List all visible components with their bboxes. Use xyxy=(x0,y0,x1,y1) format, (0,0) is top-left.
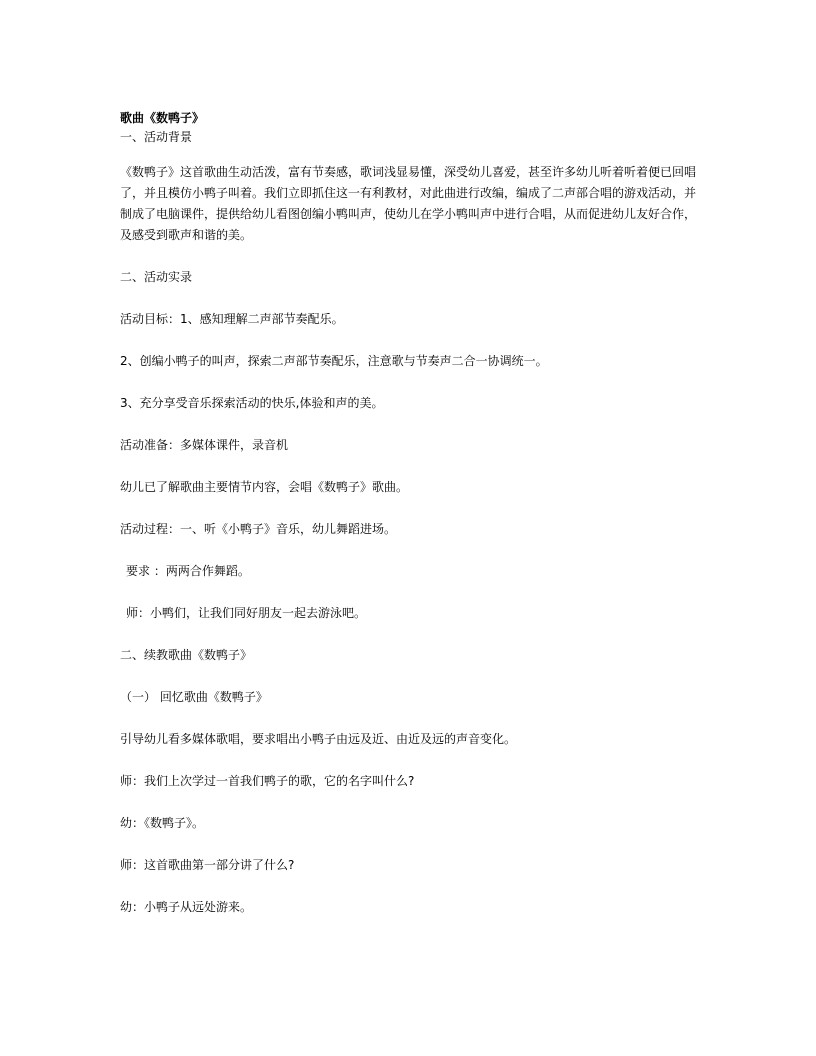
background-line: 制成了电脑课件，提供给幼儿看图创编小鸭叫声，使幼儿在学小鸭叫声中进行合唱，从而促进幼儿友好合作， xyxy=(120,207,697,221)
activity-goal-2: 2、创编小鸭子的叫声，探索二声部节奏配乐，注意歌与节奏声二合一协调统一。 xyxy=(120,354,548,368)
guide-line: 引导幼儿看多媒体歌唱，要求唱出小鸭子由远及近、由近及远的声音变化。 xyxy=(120,732,517,746)
background-paragraph xyxy=(120,162,700,246)
section-heading-background: 一、活动背景 xyxy=(120,130,193,144)
teacher-line: 师：小鸭们，让我们同好朋友一起去游泳吧。 xyxy=(126,606,367,620)
teacher-question: 师：我们上次学过一首我们鸭子的歌，它的名字叫什么? xyxy=(120,774,415,788)
activity-process: 活动过程：一、听《小鸭子》音乐，幼儿舞蹈进场。 xyxy=(120,522,397,536)
requirement-line: 要求 ：两两合作舞蹈。 xyxy=(126,564,250,578)
background-line: 了，并且模仿小鸭子叫着。我们立即抓住这一有利教材，对此曲进行改编，编成了二声部合唱的游戏活动，并 xyxy=(120,186,697,200)
subsection-heading: （一） 回忆歌曲《数鸭子》 xyxy=(120,690,268,704)
background-line: 及感受到歌声和谐的美。 xyxy=(120,228,253,242)
activity-goal-3: 3、充分享受音乐探索活动的快乐,体验和声的美。 xyxy=(120,396,384,410)
section-heading-record: 二、活动实录 xyxy=(120,270,193,284)
background-line: 《数鸭子》这首歌曲生动活泼，富有节奏感，歌词浅显易懂，深受幼儿喜爱，甚至许多幼儿听着听着便已回唱 xyxy=(120,165,697,179)
activity-goal-1: 活动目标：1、感知理解二声部节奏配乐。 xyxy=(120,312,344,326)
document-body xyxy=(120,110,700,918)
section-heading-continue: 二、续教歌曲《数鸭子》 xyxy=(120,648,253,662)
activity-preparation-note: 幼儿已了解歌曲主要情节内容，会唱《数鸭子》歌曲。 xyxy=(120,480,409,494)
child-answer: 幼：《数鸭子》。 xyxy=(120,816,205,830)
teacher-question: 师：这首歌曲第一部分讲了什么? xyxy=(120,858,295,872)
document-title: 歌曲《数鸭子》 xyxy=(120,111,205,125)
child-answer: 幼：小鸭子从远处游来。 xyxy=(120,900,253,914)
activity-preparation: 活动准备：多媒体课件，录音机 xyxy=(120,438,289,452)
